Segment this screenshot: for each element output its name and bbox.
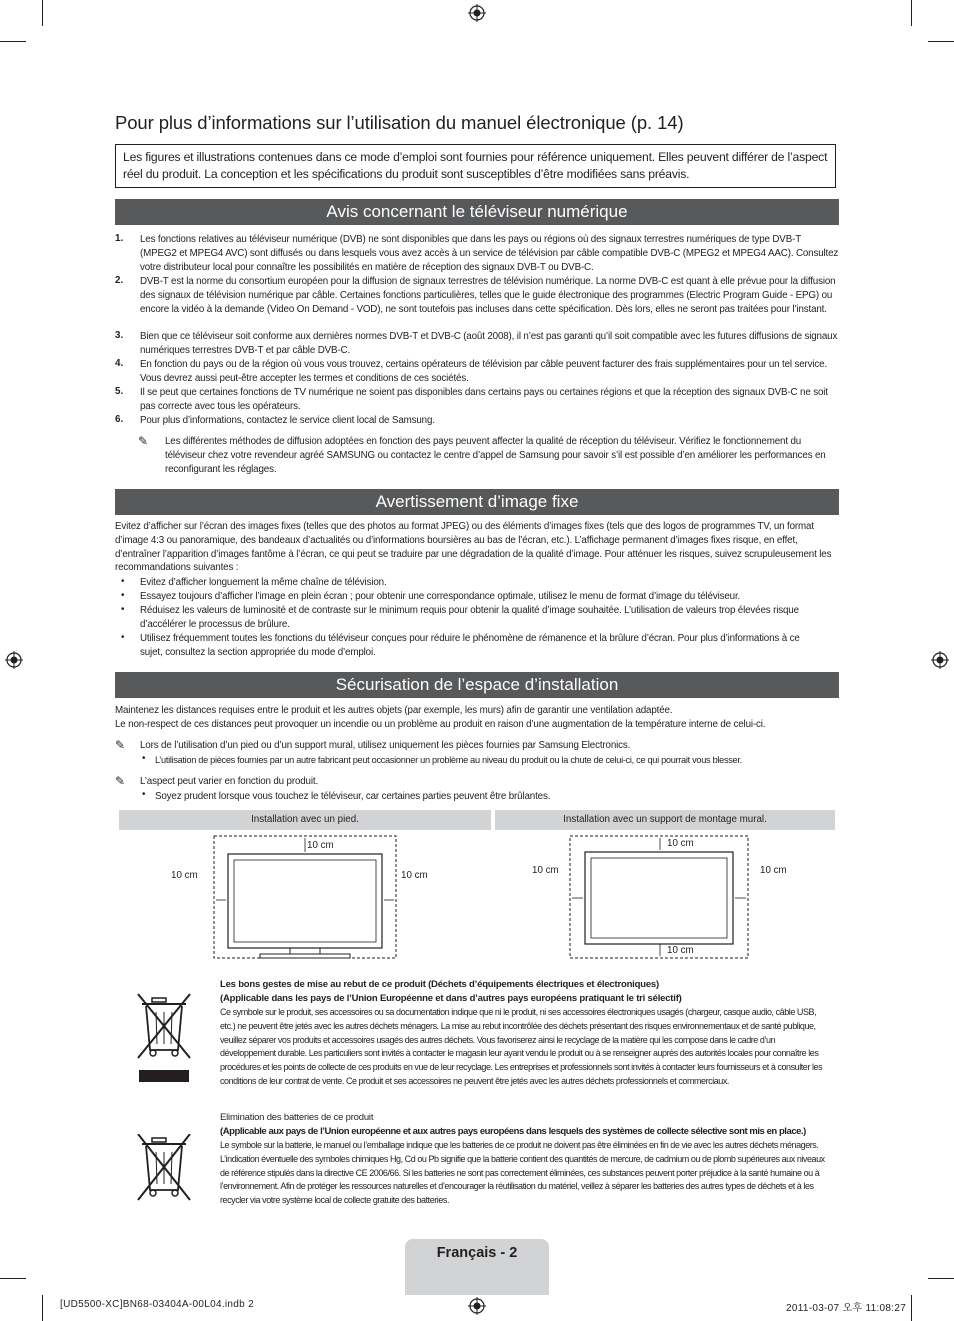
- list-item: DVB-T est la norme du consortium européen pour la diffusion de signaux terrestres de télévision numérique. La norme DVB-C est quant à elle prévue pour la diffusion des signaux de télévision numérique par câble. Certaines fonctions particulières, telles que le guide électronique des programmes (Electric Program Guide - EPG) ou encore la vidéo à la demande (Video On Demand - VOD), ne sont toutefois pas incluses dans cette spécification. Dès lors, elles ne seront pas traitées pour l’instant.: [140, 276, 836, 315]
- list-item: Evitez d’afficher longuement la même chaîne de télévision.: [140, 577, 387, 588]
- section-heading-digital: Avis concernant le téléviseur numérique: [115, 199, 839, 225]
- install-intro: Maintenez les distances requises entre le produit et les autres objets (par exemple, les murs) afin de garantir une ventilation adaptée.: [115, 705, 673, 716]
- registration-mark-icon: [468, 4, 486, 22]
- memo-note: L’aspect peut varier en fonction du produit.: [140, 776, 319, 787]
- clearance-label: 10 cm: [307, 840, 334, 851]
- memo-note: Les différentes méthodes de diffusion adoptées en fonction des pays peuvent affecter la qualité de réception du téléviseur. Vérifiez le fonctionnement du téléviseur chez votre revendeur agréé SAMSUNG ou contactez le centre d’appel de Samsung pour savoir s’il est possible d’en améliorer les performances en reconfigurant les réglages.: [165, 436, 826, 475]
- print-slug-date: 2011-03-07 오후 11:08:27: [786, 1303, 907, 1314]
- registration-mark-icon: [931, 651, 949, 669]
- diagram-caption-wall: Installation avec un support de montage mural.: [495, 810, 835, 830]
- bullet-icon: •: [121, 576, 125, 587]
- list-item: Soyez prudent lorsque vous touchez le téléviseur, car certaines parties peuvent être brûlantes.: [155, 791, 551, 802]
- list-item: Bien que ce téléviseur soit conforme aux dernières normes DVB-T et DVB-C (août 2008), il n’est pas garanti qu’il soit compatible avec les futures diffusions de signaux numériques terrestres DVB-T et par câble DVB-C.: [140, 331, 838, 356]
- list-item: Essayez toujours d’afficher l’image en plein écran ; pour obtenir une correspondance optimale, utilisez le menu de format d’image du téléviseur.: [140, 591, 741, 602]
- registration-mark-icon: [5, 651, 23, 669]
- list-item: Utilisez fréquemment toutes les fonctions du téléviseur conçues pour réduire le phénomène de rémanence et la brûlure d’écran. Pour plus d’informations à ce sujet, consultez la section appropriée du mode d’emploi.: [140, 633, 800, 658]
- diagram-caption-stand: Installation avec un pied.: [119, 810, 491, 830]
- print-slug-file: [UD5500-XC]BN68-03404A-00L04.indb 2: [60, 1299, 254, 1310]
- weee-body: Ce symbole sur le produit, ses accessoires ou sa documentation indique que ni le produit, ni ses accessoires électroniques usagés (chargeur, casque audio, câble USB, etc.) ne peuvent être jetés avec les autres déchets ménagers. La mise au rebut incontrôlée des déchets présentant des risques environnementaux et de santé publique, veuillez séparer vos produits et accessoires usagés des autres déchets. Vous favoriserez ainsi le recyclage de la matière qui les compose dans le cadre d’un développement durable. Les particuliers sont invités à contacter le magasin leur ayant vendu le produit ou à se renseigner auprès des autorités locales pour connaître les procédures et les points de collecte de ces produits en vue de leur recyclage. Les entreprises et professionnels sont invités à contacter leurs fournisseurs et à consulter les conditions de leur contrat de vente. Ce produit et ses accessoires ne peuvent être jetés avec les autres déchets professionnels et commerciaux.: [220, 1007, 823, 1086]
- list-item: Il se peut que certaines fonctions de TV numérique ne soient pas disponibles dans certains pays ou certaines régions et que la réception des signaux DVB-C ne soit pas correcte avec tous les opérateurs.: [140, 387, 828, 412]
- bullet-icon: •: [121, 632, 125, 643]
- crossed-bin-icon: [136, 992, 192, 1084]
- pencil-icon: ✎: [115, 774, 126, 788]
- crop-mark: [911, 0, 912, 26]
- list-number: 4.: [115, 358, 124, 369]
- crop-mark: [928, 1278, 954, 1279]
- list-number: 1.: [115, 233, 124, 244]
- weee-title: Les bons gestes de mise au rebut de ce produit (Déchets d’équipements électriques et électroniques): [220, 979, 659, 990]
- clearance-label: 10 cm: [760, 865, 787, 876]
- list-number: 3.: [115, 330, 124, 341]
- battery-subtitle: (Applicable aux pays de l’Union européenne et aux autres pays européens dans lesquels des systèmes de collecte sélective sont mis en place.): [220, 1126, 806, 1137]
- crop-mark: [928, 41, 954, 42]
- list-item: L’utilisation de pièces fournies par un autre fabricant peut occasionner un problème au niveau du produit ou la chute de celui-ci, ce qui pourrait vous blesser.: [155, 755, 742, 765]
- list-number: 2.: [115, 275, 124, 286]
- bullet-icon: •: [121, 590, 125, 601]
- list-number: 5.: [115, 386, 124, 397]
- memo-note: Lors de l’utilisation d’un pied ou d’un support mural, utilisez uniquement les pièces fournies par Samsung Electronics.: [140, 740, 631, 751]
- install-intro: Le non-respect de ces distances peut provoquer un incendie ou un problème au produit en raison d’une augmentation de la température interne de celui-ci.: [115, 719, 766, 730]
- list-item: Réduisez les valeurs de luminosité et de contraste sur le minimum requis pour obtenir la qualité d’image souhaitée. L’utilisation de valeurs trop élevées risque d’accélérer le processus de brûlure.: [140, 605, 799, 630]
- registration-mark-icon: [468, 1297, 486, 1315]
- list-item: En fonction du pays ou de la région où vous vous trouvez, certains opérateurs de télévision par câble peuvent facturer des frais supplémentaires pour un tel service. Vous devrez aussi peut-être accepter les termes et conditions de ces sociétés.: [140, 359, 828, 384]
- clearance-label: 10 cm: [171, 870, 198, 881]
- list-item: Pour plus d’informations, contactez le service client local de Samsung.: [140, 415, 435, 426]
- section-heading-installation: Sécurisation de l’espace d’installation: [115, 672, 839, 698]
- clearance-label: 10 cm: [667, 945, 694, 956]
- clearance-label: 10 cm: [532, 865, 559, 876]
- crossed-bin-icon: [136, 1134, 192, 1204]
- section-heading-still-image: Avertissement d’image fixe: [115, 489, 839, 515]
- still-intro: Evitez d’afficher sur l’écran des images fixes (telles que des photos au format JPEG) ou des éléments d’images fixes (tels que des logos de programmes TV, un format d’image 4:3 ou panoramique, des bandeaux d’actualités ou d’informations boursières au bas de l’écran, etc.). L’affichage permanent d’images fixes risque, en effet, d’entraîner l’apparition d’images fantôme à l’écran, ce qui peut se traduire par une dégradation de la qualité d’image. Pour atténuer les risques, suivez scrupuleusement les recommandations suivantes :: [115, 521, 832, 574]
- page-title: Pour plus d’informations sur l’utilisation du manuel électronique (p. 14): [115, 112, 684, 133]
- crop-mark: [0, 1278, 26, 1279]
- page-number: Français - 2: [436, 1245, 518, 1261]
- crop-mark: [42, 1295, 43, 1321]
- bullet-icon: •: [142, 753, 146, 764]
- crop-mark: [911, 1295, 912, 1321]
- pencil-icon: ✎: [138, 434, 149, 448]
- pencil-icon: ✎: [115, 738, 126, 752]
- bullet-icon: •: [142, 789, 146, 800]
- crop-mark: [0, 41, 26, 42]
- battery-title: Elimination des batteries de ce produit: [220, 1112, 374, 1123]
- crop-mark: [42, 0, 43, 26]
- battery-body: Le symbole sur la batterie, le manuel ou l’emballage indique que les batteries de ce produit ne doivent pas être éliminées en fin de vie avec les autres déchets ménagers. L’indication éventuelle des symboles chimiques Hg, Cd ou Pb signifie que la batterie contient des quantités de mercure, de cadmium ou de plomb supérieures aux niveaux de référence stipulés dans la directive CE 2006/66. Si les batteries ne sont pas correctement éliminées, ces substances peuvent porter préjudice à la santé humaine ou à l’environnement. Afin de protéger les ressources naturelles et d’encourager la réutilisation du matériel, veillez à séparer les batteries des autres types de déchets et à les recycler via votre système local de collecte gratuite des batteries.: [220, 1140, 825, 1206]
- list-number: 6.: [115, 414, 124, 425]
- notice-box: Les figures et illustrations contenues dans ce mode d’emploi sont fournies pour référence uniquement. Elles peuvent différer de l’aspect réel du produit. La conception et les spécifications du produit sont susceptibles d’être modifiées sans préavis.: [115, 144, 836, 188]
- list-item: Les fonctions relatives au téléviseur numérique (DVB) ne sont disponibles que dans les pays ou régions où des signaux terrestres numériques de type DVB-T (MPEG2 et MPEG4 AVC) sont diffusés ou dans lesquels vous avez accès à un service de télévision par câble compatible DVB-C (MPEG2 et MPEG4 AAC). Consultez votre distributeur local pour connaître les possibilités en matière de réception des signaux DVB-T ou DVB-C.: [140, 234, 839, 273]
- bullet-icon: •: [121, 604, 125, 615]
- clearance-label: 10 cm: [401, 870, 428, 881]
- weee-subtitle: (Applicable dans les pays de l’Union Européenne et dans d’autres pays européens pratiquant le tri sélectif): [220, 993, 682, 1004]
- clearance-label: 10 cm: [667, 838, 694, 849]
- wall-mount-diagram: [495, 832, 835, 962]
- stand-installation-diagram: [119, 832, 491, 962]
